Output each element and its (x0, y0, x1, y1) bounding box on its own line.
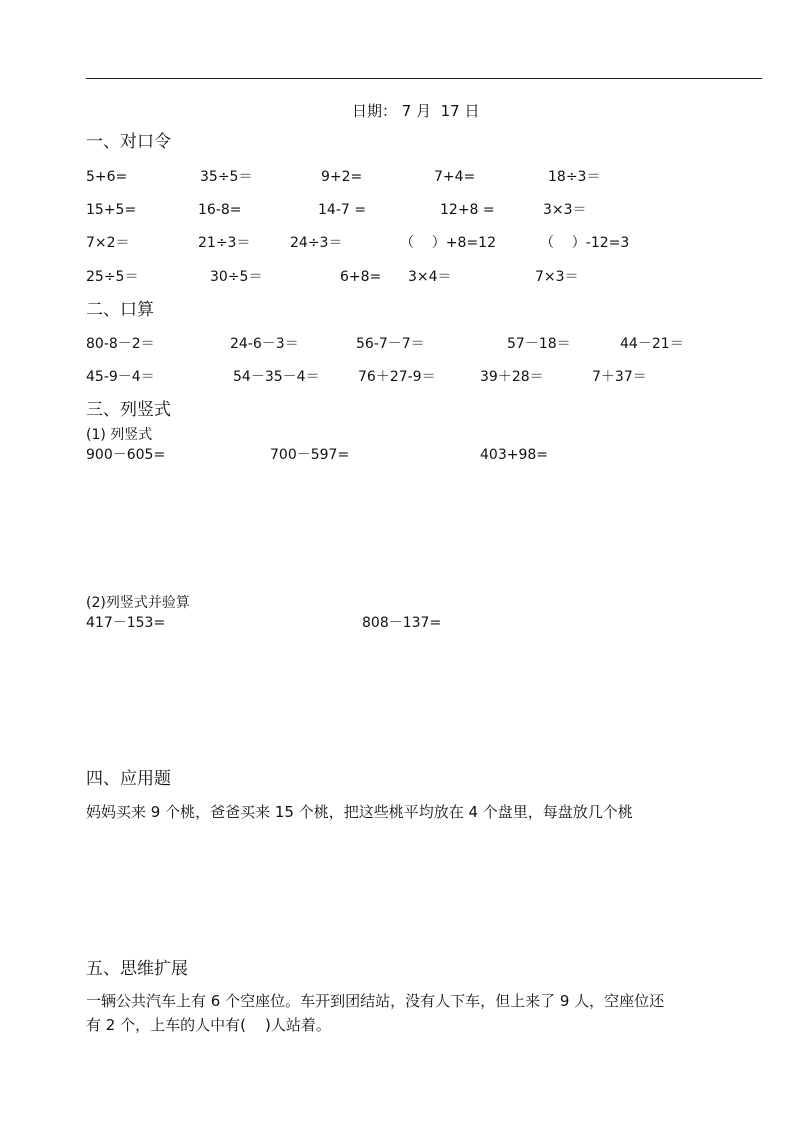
problem: 417－153= (86, 615, 166, 631)
problem: 25÷5＝ (86, 269, 139, 285)
problem: 808－137= (362, 615, 442, 631)
problem: 403+98= (480, 447, 548, 463)
problem: 12+8 = (440, 202, 495, 218)
problem: 5+6= (86, 169, 128, 185)
problem: （ ）+8=12 (400, 235, 496, 251)
header-rule (86, 78, 762, 79)
problem: 6+8= (340, 269, 382, 285)
section-1-title: 一、对口令 (86, 132, 171, 152)
problem: 18÷3＝ (548, 169, 601, 185)
problem: 80-8－2＝ (86, 336, 155, 352)
problem: 3×4＝ (408, 269, 452, 285)
problem: 24÷3＝ (290, 235, 343, 251)
section-3-subtitle-2: (2)列竖式并验算 (86, 595, 190, 611)
date-line: 日期： 7 月 17 日 (352, 102, 480, 120)
problem: 7×2＝ (86, 235, 130, 251)
problem: 30÷5＝ (210, 269, 263, 285)
problem: 7×3＝ (535, 269, 579, 285)
problem: 76＋27-9＝ (358, 369, 436, 385)
problem: 39＋28＝ (480, 369, 544, 385)
section-2-title: 二、口算 (86, 300, 154, 320)
reasoning-problem-line-2: 有 2 个，上车的人中有( )人站着。 (86, 1016, 331, 1034)
problem: 7＋37＝ (592, 369, 647, 385)
problem: 16-8= (198, 202, 242, 218)
problem: 14-7 = (318, 202, 366, 218)
word-problem: 妈妈买来 9 个桃，爸爸买来 15 个桃，把这些桃平均放在 4 个盘里，每盘放几个桃 (86, 803, 633, 821)
section-4-title: 四、应用题 (86, 769, 171, 789)
problem: 700－597= (270, 447, 350, 463)
reasoning-problem-line-1: 一辆公共汽车上有 6 个空座位。车开到团结站，没有人下车，但上来了 9 人，空座位还 (86, 992, 665, 1010)
problem: 7+4= (434, 169, 476, 185)
problem: 21÷3＝ (198, 235, 251, 251)
problem: 24-6－3＝ (230, 336, 299, 352)
problem: 9+2= (321, 169, 363, 185)
problem: 44－21＝ (620, 336, 684, 352)
problem: 56-7－7＝ (356, 336, 425, 352)
problem: 3×3＝ (543, 202, 587, 218)
problem: （ ）-12=3 (540, 235, 630, 251)
problem: 900－605= (86, 447, 166, 463)
problem: 45-9－4＝ (86, 369, 155, 385)
problem: 35÷5＝ (200, 169, 253, 185)
problem: 57－18＝ (507, 336, 571, 352)
section-5-title: 五、思维扩展 (86, 959, 188, 979)
problem: 54－35－4＝ (233, 369, 320, 385)
section-3-subtitle-1: (1) 列竖式 (86, 427, 153, 443)
problem: 15+5= (86, 202, 137, 218)
section-3-title: 三、列竖式 (86, 400, 171, 420)
